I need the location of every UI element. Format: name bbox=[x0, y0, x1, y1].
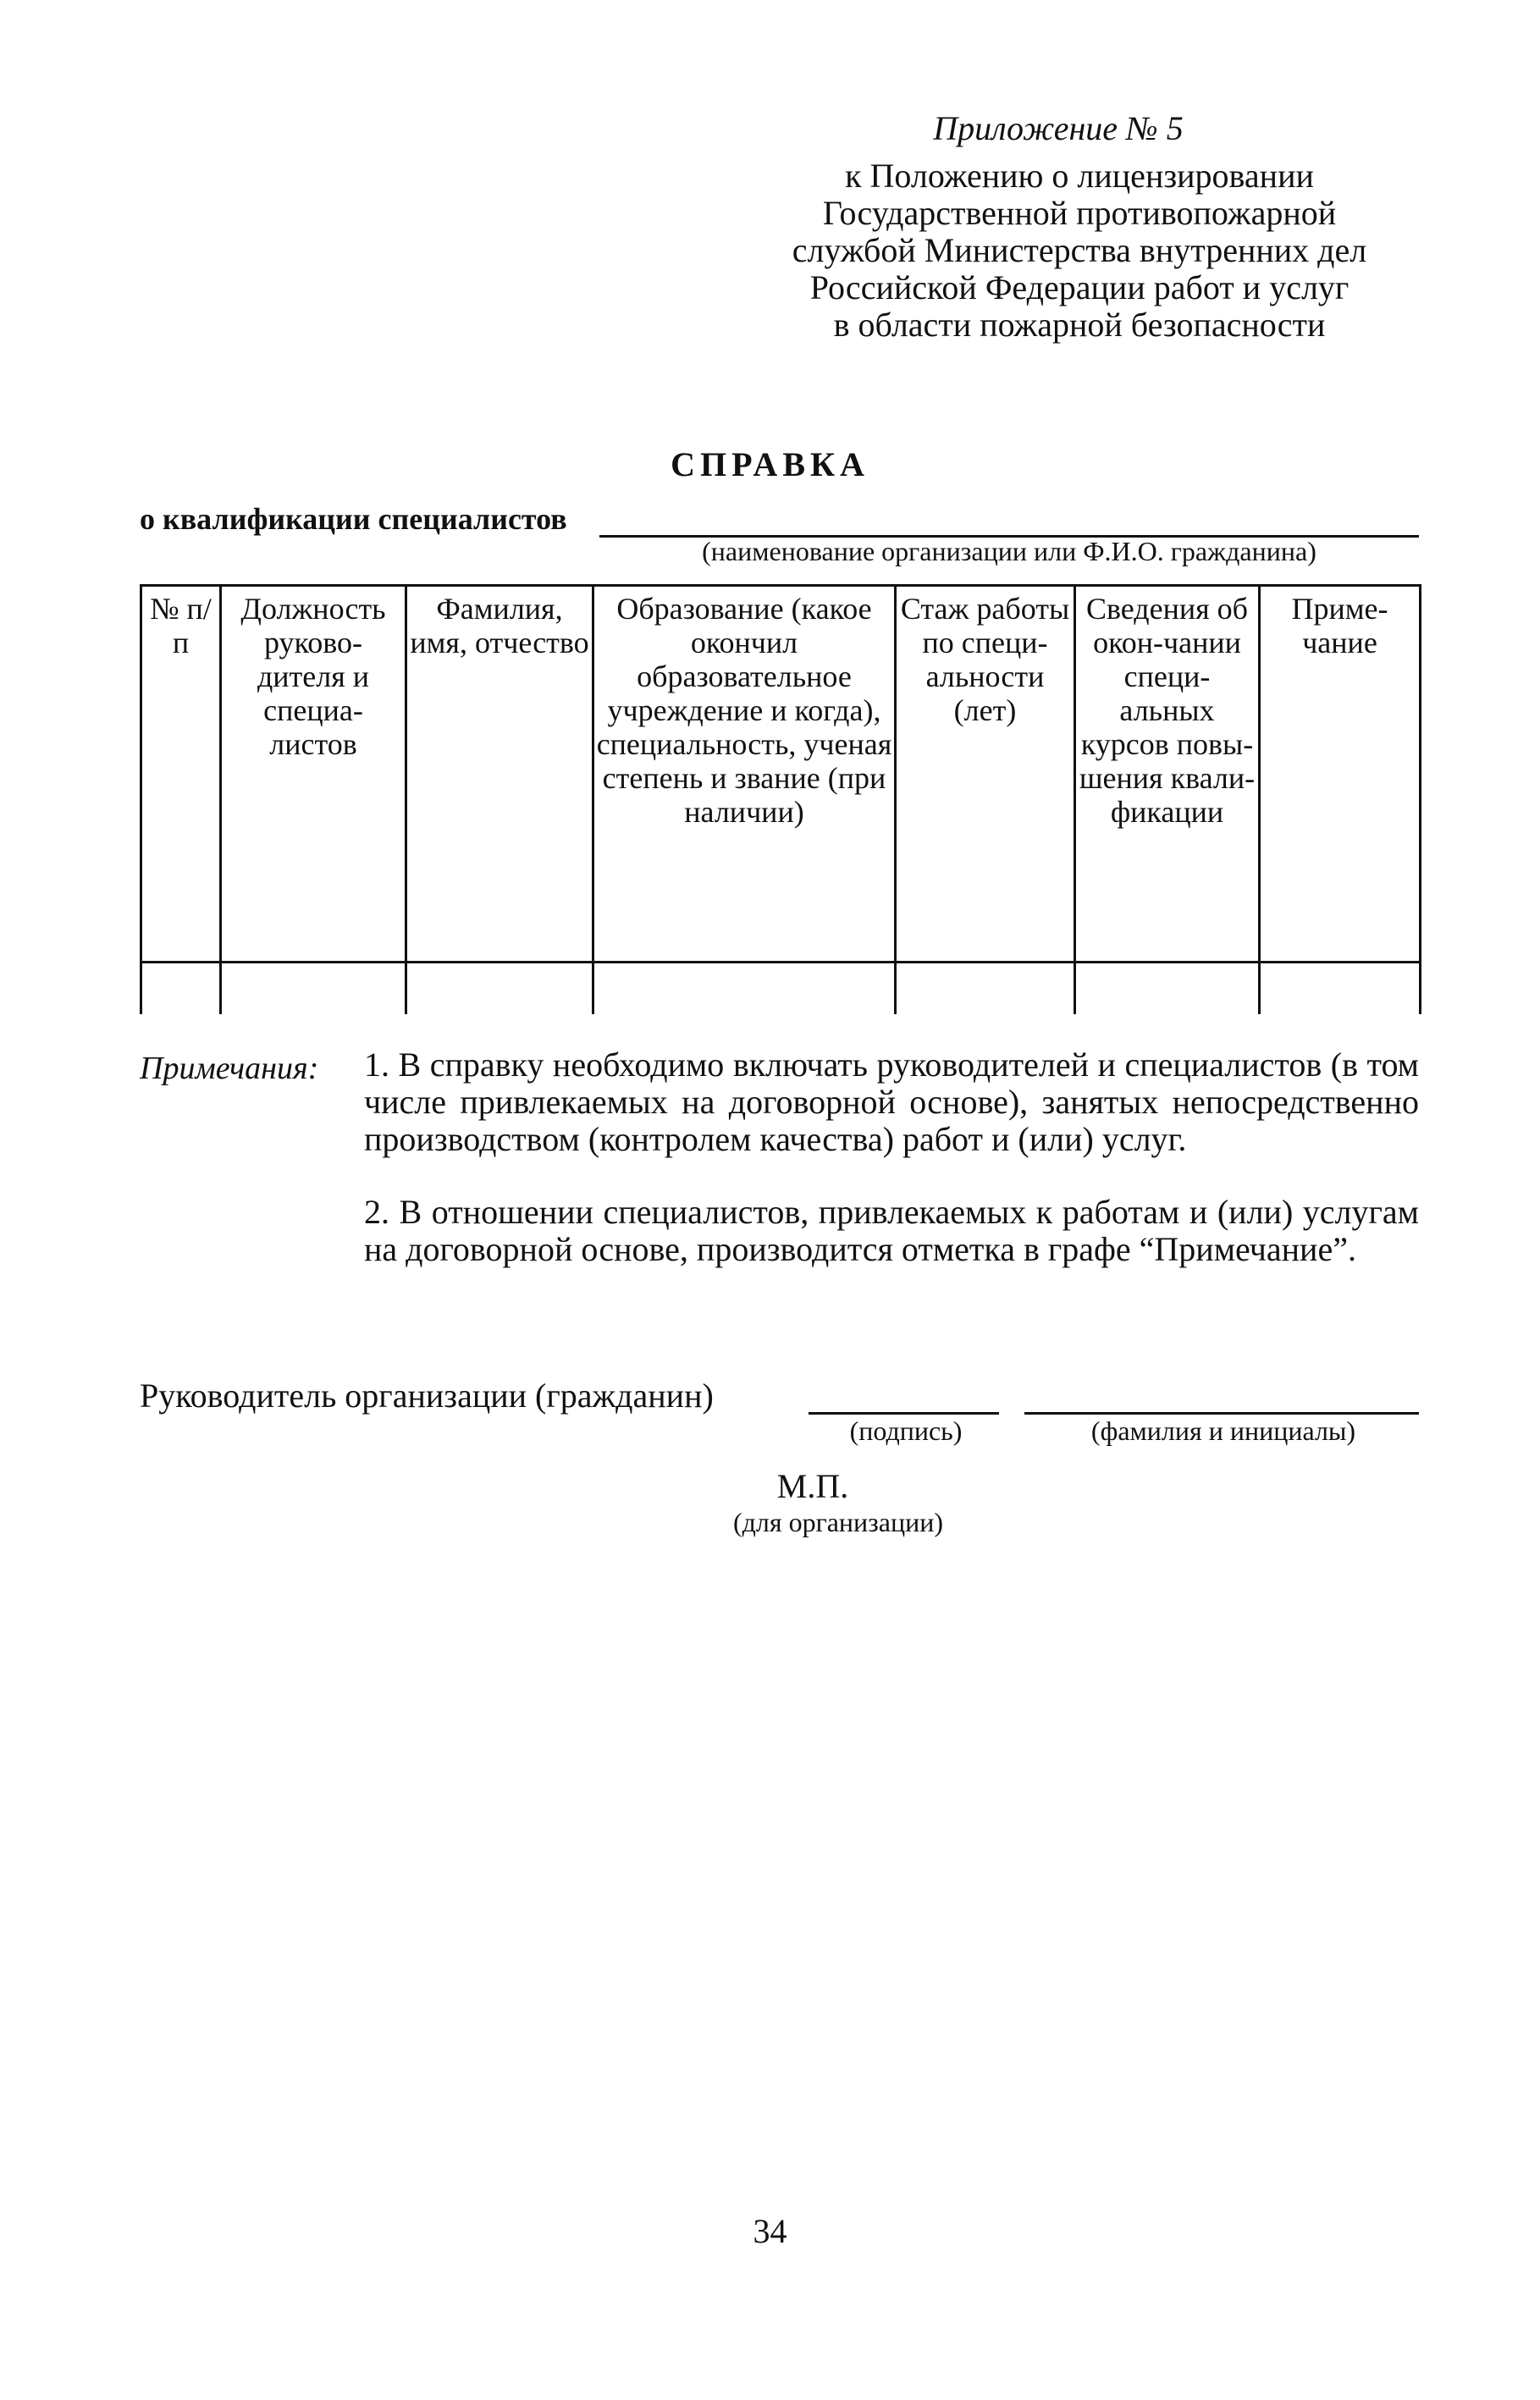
signature-field bbox=[809, 1412, 999, 1415]
column-header-education: Образование (какое окончил образовательное учреждение и когда), специальность, ученая степень и звание (при наличии) bbox=[593, 586, 896, 963]
appendix-line: службой Министерства внутренних дел bbox=[792, 231, 1367, 269]
appendix-reference bbox=[720, 157, 1439, 344]
table-cell bbox=[593, 963, 896, 1015]
notes-label: Примечания: bbox=[140, 1051, 319, 1086]
column-header-full-name: Фамилия, имя, отчество bbox=[406, 586, 593, 963]
table-cell bbox=[896, 963, 1075, 1015]
table-cell bbox=[406, 963, 593, 1015]
column-header-number: № п/п bbox=[141, 586, 221, 963]
appendix-line: Государственной противопожарной bbox=[822, 194, 1337, 232]
stamp-caption: (для организации) bbox=[732, 1507, 944, 1537]
table-header-row bbox=[141, 586, 1421, 963]
name-initials-field bbox=[1024, 1412, 1419, 1415]
name-initials-caption: (фамилия и инициалы) bbox=[1090, 1415, 1356, 1446]
signature-caption: (подпись) bbox=[849, 1415, 963, 1446]
column-header-courses: Сведения об окон-чании специ-альных курсов повы-шения квали-фикации bbox=[1075, 586, 1260, 963]
stamp-label: М.П. bbox=[776, 1467, 849, 1505]
column-header-note: Приме-чание bbox=[1260, 586, 1421, 963]
table-cell bbox=[221, 963, 406, 1015]
document-title: СПРАВКА bbox=[671, 445, 869, 483]
column-header-experience: Стаж работы по специ-альности (лет) bbox=[896, 586, 1075, 963]
document-subject: о квалификации специалистов bbox=[140, 502, 567, 536]
table-cell bbox=[141, 963, 221, 1015]
table-cell bbox=[1260, 963, 1421, 1015]
column-header-position: Должность руково-дителя и специа-листов bbox=[221, 586, 406, 963]
organization-name-caption: (наименование организации или Ф.И.О. гражданина) bbox=[702, 536, 1316, 566]
note-item: 2. В отношении специалистов, привлекаемых к работам и (или) услугам на договорной основе, производится отметка в графе “Примечание”. bbox=[364, 1193, 1419, 1268]
note-item: 1. В справку необходимо включать руководителей и специалистов (в том числе привлекаемых на договорной основе), занятых непосредственно производством (контролем качества) работ и (или) услуг. bbox=[364, 1046, 1419, 1158]
appendix-line: Российской Федерации работ и услуг bbox=[809, 268, 1350, 306]
appendix-line: в области пожарной безопасности bbox=[833, 306, 1326, 344]
table-cell bbox=[1075, 963, 1260, 1015]
signer-label: Руководитель организации (гражданин) bbox=[140, 1377, 714, 1415]
page-number: 34 bbox=[753, 2212, 787, 2250]
table-row bbox=[141, 963, 1421, 1015]
appendix-title: Приложение № 5 bbox=[933, 109, 1184, 147]
qualification-table bbox=[140, 584, 1421, 1014]
appendix-line: к Положению о лицензировании bbox=[845, 157, 1314, 195]
